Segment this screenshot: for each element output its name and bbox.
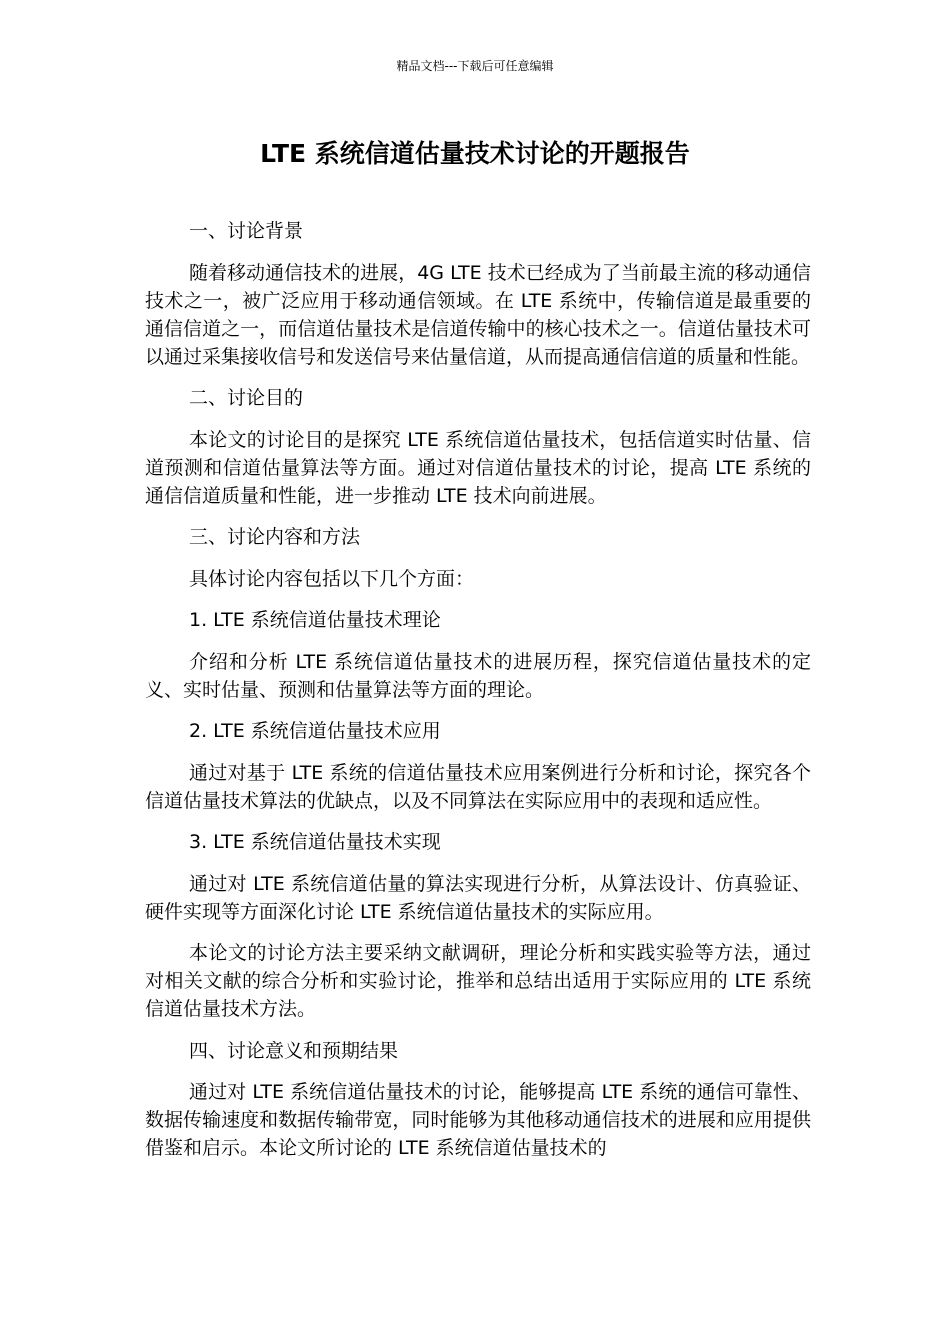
- paragraph-implementation: 通过对 LTE 系统信道估量的算法实现进行分析，从算法设计、仿真验证、硬件实现等方面深化讨论 LTE 系统信道估量技术的实际应用。: [145, 872, 811, 923]
- paragraph-background: 随着移动通信技术的进展，4G LTE 技术已经成为了当前最主流的移动通信技术之一，被广泛应用于移动通信领域。在 LTE 系统中，传输信道是最重要的通信信道之一，而信道估量技术是信道传输中的核心技术之一。信道估量技术可以通过采集接收信号和发送信号来估量信道，从而提高通信信道的质量和性能。: [145, 261, 811, 368]
- paragraph-theory: 介绍和分析 LTE 系统信道估量技术的进展历程，探究信道估量技术的定义、实时估量、预测和估量算法等方面的理论。: [145, 650, 811, 701]
- section-heading-background: 一、讨论背景: [189, 220, 304, 242]
- subheading-implementation: 3. LTE 系统信道估量技术实现: [189, 831, 441, 853]
- paragraph-content-intro: 具体讨论内容包括以下几个方面：: [189, 567, 475, 590]
- paragraph-purpose: 本论文的讨论目的是探究 LTE 系统信道估量技术，包括信道实时估量、信道预测和信道估量算法等方面。通过对信道估量技术的讨论，提高 LTE 系统的通信信道质量和性能，进一步推动 LTE 技术向前进展。: [145, 428, 811, 507]
- paragraph-significance: 通过对 LTE 系统信道估量技术的讨论，能够提高 LTE 系统的通信可靠性、数据传输速度和数据传输带宽，同时能够为其他移动通信技术的进展和应用提供借鉴和启示。本论文所讨论的 LTE 系统信道估量技术的: [145, 1081, 811, 1159]
- header-note: 精品文档---下载后可任意编辑: [396, 59, 554, 73]
- subheading-application: 2. LTE 系统信道估量技术应用: [189, 720, 441, 742]
- paragraph-application: 通过对基于 LTE 系统的信道估量技术应用案例进行分析和讨论，探究各个信道估量技术算法的优缺点，以及不同算法在实际应用中的表现和适应性。: [145, 761, 811, 812]
- section-heading-purpose: 二、讨论目的: [189, 387, 304, 409]
- paragraph-method: 本论文的讨论方法主要采纳文献调研，理论分析和实践实验等方法，通过对相关文献的综合分析和实验讨论，推举和总结出适用于实际应用的 LTE 系统信道估量技术方法。: [145, 942, 811, 1020]
- section-heading-content-method: 三、讨论内容和方法: [189, 526, 361, 548]
- section-heading-significance: 四、讨论意义和预期结果: [189, 1039, 399, 1062]
- subheading-theory: 1. LTE 系统信道估量技术理论: [189, 609, 441, 631]
- document-body: [145, 217, 811, 1176]
- document-title: LTE 系统信道估量技术讨论的开题报告: [260, 139, 690, 168]
